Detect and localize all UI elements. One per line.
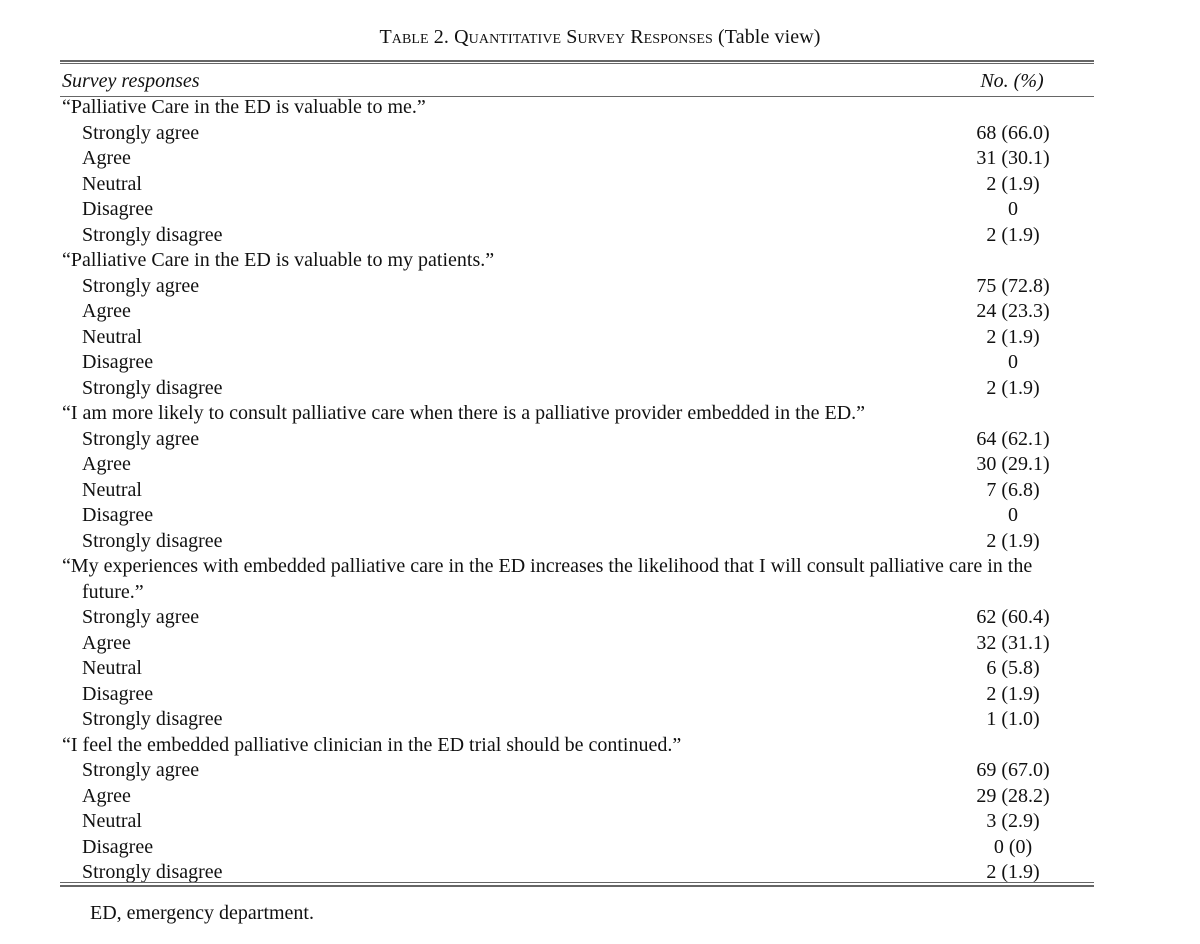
question-text: “My experiences with embedded palliative care in the ED increases the likelihood that I will consult palliative care in the future.” [62,555,1033,603]
table-row [62,299,1092,325]
response-value: 30 (29.1) [976,453,1050,475]
response-label: Agree [82,784,131,807]
response-value: 0 [1008,351,1018,373]
response-value: 2 (1.9) [986,529,1040,552]
question-row [62,95,1092,121]
table-section [62,248,1092,401]
table-row [62,784,1092,810]
question-row [62,554,1092,605]
response-value: 2 (1.9) [986,682,1040,705]
response-label: Strongly disagree [82,861,223,883]
response-value: 1 (1.0) [986,708,1040,730]
response-label: Neutral [82,172,142,195]
table-row [62,121,1092,147]
column-header-survey-responses: Survey responses [62,70,200,92]
response-value: 2 (1.9) [986,223,1040,246]
response-value: 3 (2.9) [986,810,1040,832]
question-row [62,401,1092,427]
response-value: 24 (23.3) [976,300,1050,322]
top-rule-inner [60,63,1094,64]
question-text: “I feel the embedded palliative clinician in the ED trial should be continued.” [62,733,682,756]
table-row [62,427,1092,453]
response-value: 2 (1.9) [986,172,1040,195]
table-row [62,631,1092,657]
response-value: 0 [1008,504,1018,526]
response-value: 68 (66.0) [976,121,1050,144]
table-row [62,478,1092,504]
response-value: 69 (67.0) [976,759,1050,781]
table-row [62,835,1092,861]
response-value: 0 (0) [993,835,1033,858]
table-row [62,503,1092,529]
response-label: Strongly disagree [82,529,223,552]
response-label: Disagree [82,351,154,373]
top-rule [60,60,1094,62]
question-text: “Palliative Care in the ED is valuable to my patients.” [62,249,495,271]
caption-title: Quantitative Survey Responses [454,26,713,48]
table-row [62,325,1092,351]
response-value: 0 [1008,198,1018,220]
table-row [62,758,1092,784]
table-row [62,172,1092,198]
response-value: 75 (72.8) [976,274,1050,297]
table-row [62,223,1092,249]
response-value: 7 (6.8) [986,478,1040,501]
response-label: Strongly agree [82,121,200,144]
question-row [62,733,1092,759]
response-value: 29 (28.2) [976,784,1050,807]
table-caption [0,26,1200,49]
response-label: Disagree [82,198,154,220]
table-row [62,376,1092,402]
response-value: 2 (1.9) [986,861,1040,883]
bottom-rule [60,885,1094,887]
response-label: Disagree [82,504,154,526]
response-value: 31 (30.1) [976,147,1050,169]
response-value: 62 (60.4) [976,606,1050,628]
bottom-rule-inner [60,882,1094,883]
response-label: Strongly disagree [82,708,223,730]
caption-label: Table 2. [379,26,450,48]
table-row [62,809,1092,835]
response-value: 2 (1.9) [986,325,1040,348]
table-row [62,452,1092,478]
response-label: Strongly agree [82,759,200,781]
response-label: Disagree [82,835,154,858]
table-section [62,733,1092,886]
table-footnote: ED, emergency department. [90,902,314,924]
response-label: Strongly agree [82,427,200,450]
table-section [62,401,1092,554]
survey-table [62,69,1092,886]
table-row [62,197,1092,223]
column-header-count: No. (%) [980,70,1044,92]
table-row [62,605,1092,631]
response-label: Strongly disagree [82,223,223,246]
table-row [62,350,1092,376]
table-row [62,656,1092,682]
response-label: Agree [82,147,131,169]
table-row [62,274,1092,300]
response-label: Strongly disagree [82,376,223,399]
table-row [62,682,1092,708]
table-row [62,146,1092,172]
question-text: “I am more likely to consult palliative care when there is a palliative provider embedded in the ED.” [62,402,866,424]
response-label: Neutral [82,810,142,832]
table-row [62,707,1092,733]
table-section [62,95,1092,248]
table-section [62,554,1092,733]
table-header [62,69,1092,95]
response-label: Neutral [82,325,142,348]
response-value: 32 (31.1) [976,631,1050,654]
response-label: Strongly agree [82,606,200,628]
response-label: Strongly agree [82,274,200,297]
response-label: Neutral [82,657,142,679]
response-value: 64 (62.1) [976,427,1050,450]
response-label: Agree [82,453,131,475]
question-text: “Palliative Care in the ED is valuable to me.” [62,96,426,118]
table-row [62,529,1092,555]
response-value: 6 (5.8) [986,657,1040,679]
response-label: Agree [82,631,131,654]
response-label: Neutral [82,478,142,501]
response-value: 2 (1.9) [986,376,1040,399]
response-label: Agree [82,300,131,322]
caption-suffix: (Table view) [718,26,821,48]
question-row [62,248,1092,274]
response-label: Disagree [82,682,154,705]
